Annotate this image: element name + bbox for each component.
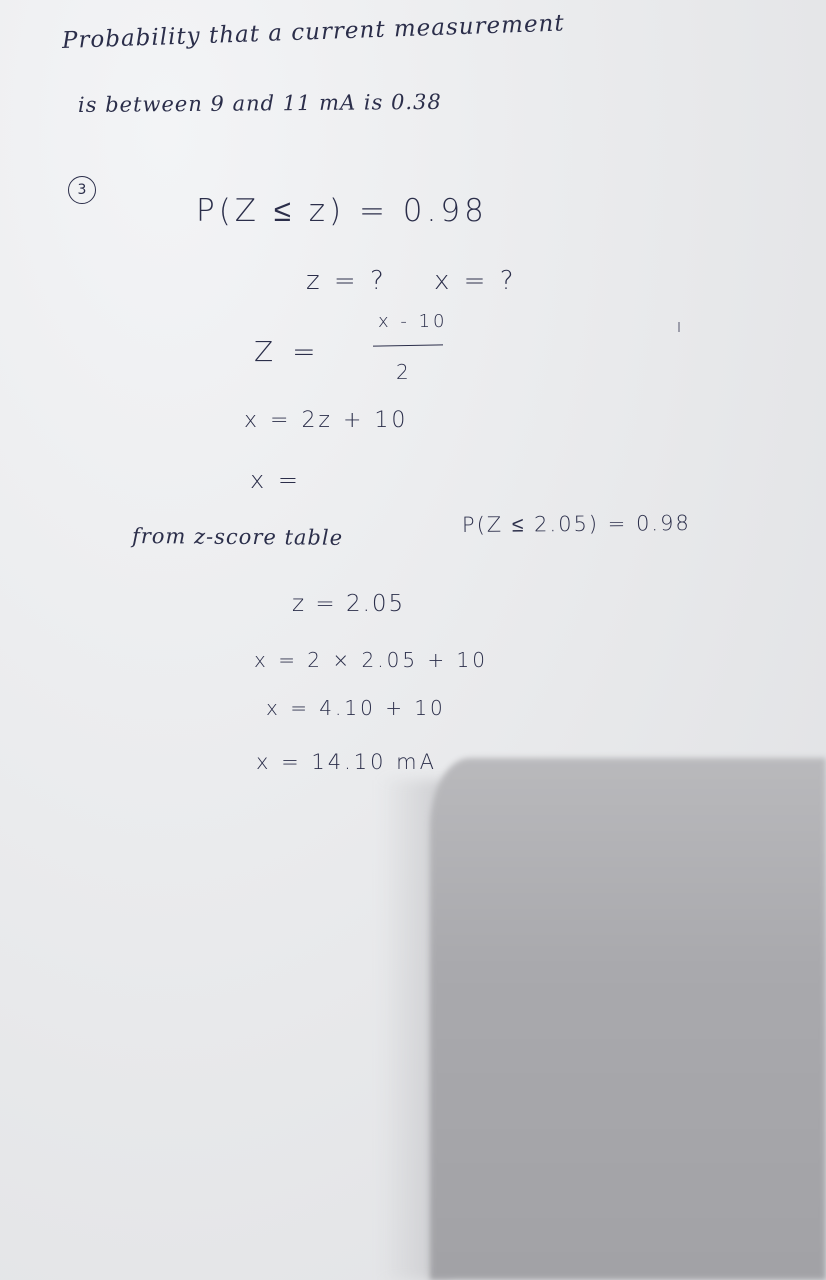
calc-step-2: x = 4.10 + 10 xyxy=(266,696,446,720)
z-formula-numerator: x - 10 xyxy=(378,311,448,332)
z-value: z = 2.05 xyxy=(292,591,406,617)
x-expression: x = 2z + 10 xyxy=(244,408,409,433)
intro-line-2: is between 9 and 11 mA is 0.38 xyxy=(77,89,442,117)
z-table-note: from z-score table xyxy=(131,524,344,550)
intro-line-1: Probability that a current measurement xyxy=(61,10,566,54)
unknown-x: x = ? xyxy=(434,266,517,296)
question-number: 3 xyxy=(77,182,87,198)
z-formula-denominator: 2 xyxy=(396,360,410,384)
final-answer: x = 14.10 mA xyxy=(256,750,437,774)
z-table-result: P(Z ≤ 2.05) = 0.98 xyxy=(461,511,691,537)
calc-step-1: x = 2 × 2.05 + 10 xyxy=(254,648,488,672)
question-number-badge xyxy=(68,176,96,204)
phone-shadow xyxy=(430,758,826,1280)
given-probability: P(Z ≤ z) = 0.98 xyxy=(196,193,488,229)
unknown-z: z = ? xyxy=(306,266,387,296)
stray-pen-mark xyxy=(678,322,680,332)
z-formula-label: Z = xyxy=(254,335,321,368)
x-blank: x = xyxy=(250,466,301,494)
